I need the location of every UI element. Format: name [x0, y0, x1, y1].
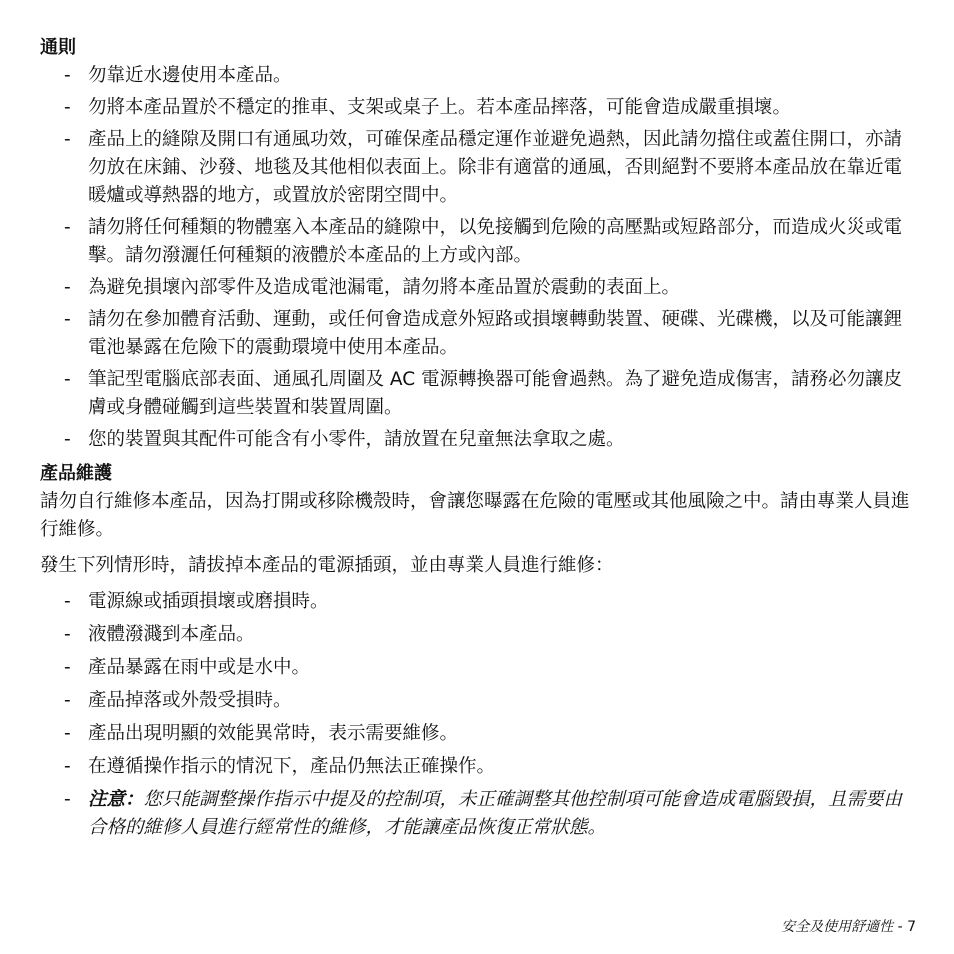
- page-number: 7: [907, 919, 916, 935]
- note-label: 注意：: [88, 789, 144, 810]
- document-page: [40, 34, 920, 847]
- maintenance-intro: 請勿自行維修本產品，因為打開或移除機殼時，會讓您曝露在危險的電壓或其他風險之中。請由專業人員進行維修。: [40, 491, 910, 540]
- list-item: - 產品上的縫隙及開口有通風功效，可確保產品穩定運作並避免過熱，因此請勿擋住或蓋住開口，亦請勿放在床鋪、沙發、地毯及其他相似表面上。除非有適當的通風，否則絕對不要將本產品放在靠近電暖爐或導熱器的地方，或置放於密閉空間中。: [40, 126, 920, 210]
- bullet-dash: -: [64, 97, 71, 118]
- note-item: [40, 786, 920, 842]
- list-item: - 請勿在參加體育活動、運動，或任何會造成意外短路或損壞轉動裝置、硬碟、光碟機，以及可能讓鋰電池暴露在危險下的震動環境中使用本產品。: [40, 306, 920, 362]
- maintenance-lead: 發生下列情形時，請拔掉本產品的電源插頭，並由專業人員進行維修：: [40, 555, 614, 576]
- bullet-dash: -: [64, 369, 71, 390]
- bullet-dash: -: [64, 690, 71, 711]
- bullet-dash: -: [64, 217, 71, 238]
- list-item: - 您的裝置與其配件可能含有小零件，請放置在兒童無法拿取之處。: [40, 426, 920, 454]
- bullet-dash: -: [64, 657, 71, 678]
- bullet-dash: -: [64, 277, 71, 298]
- list-item: - 產品出現明顯的效能異常時，表示需要維修。: [40, 720, 920, 748]
- bullet-dash: -: [64, 429, 71, 450]
- bullet-dash: -: [64, 309, 71, 330]
- bullet-dash: -: [64, 789, 71, 810]
- list-item: - 電源線或插頭損壞或磨損時。: [40, 588, 920, 616]
- list-item: - 請勿將任何種類的物體塞入本產品的縫隙中，以免接觸到危險的高壓點或短路部分，而造成火災或電擊。請勿潑灑任何種類的液體於本產品的上方或內部。: [40, 214, 920, 270]
- footer-title: 安全及使用舒適性: [781, 919, 894, 935]
- list-item: - 筆記型電腦底部表面、通風孔周圍及 AC 電源轉換器可能會過熱。為了避免造成傷害，請務必勿讓皮膚或身體碰觸到這些裝置和裝置周圍。: [40, 366, 920, 422]
- note-text: 您只能調整操作指示中提及的控制項，未正確調整其他控制項可能會造成電腦毀損，且需要由合格的維修人員進行經常性的維修，才能讓產品恢復正常狀態。: [88, 789, 903, 838]
- bullet-dash: -: [64, 723, 71, 744]
- list-item: - 產品掉落或外殼受損時。: [40, 687, 920, 715]
- list-item: - 勿靠近水邊使用本產品。: [40, 62, 920, 90]
- footer-separator: -: [893, 919, 908, 935]
- bullet-dash: -: [64, 65, 71, 86]
- maintenance-list: [40, 588, 920, 842]
- list-item: - 液體潑濺到本產品。: [40, 621, 920, 649]
- list-item: - 為避免損壞內部零件及造成電池漏電，請勿將本產品置於震動的表面上。: [40, 274, 920, 302]
- list-item: - 勿將本產品置於不穩定的推車、支架或桌子上。若本產品摔落，可能會造成嚴重損壞。: [40, 94, 920, 122]
- bullet-dash: -: [64, 756, 71, 777]
- section-heading-maintenance: 產品維護: [40, 463, 112, 484]
- list-item: - 產品暴露在雨中或是水中。: [40, 654, 920, 682]
- page-footer: [781, 917, 916, 937]
- list-item: - 在遵循操作指示的情況下，產品仍無法正確操作。: [40, 753, 920, 781]
- general-rules-list: [40, 62, 920, 454]
- section-heading-general: 通則: [40, 37, 76, 58]
- bullet-dash: -: [64, 129, 71, 150]
- bullet-dash: -: [64, 624, 71, 645]
- bullet-dash: -: [64, 591, 71, 612]
